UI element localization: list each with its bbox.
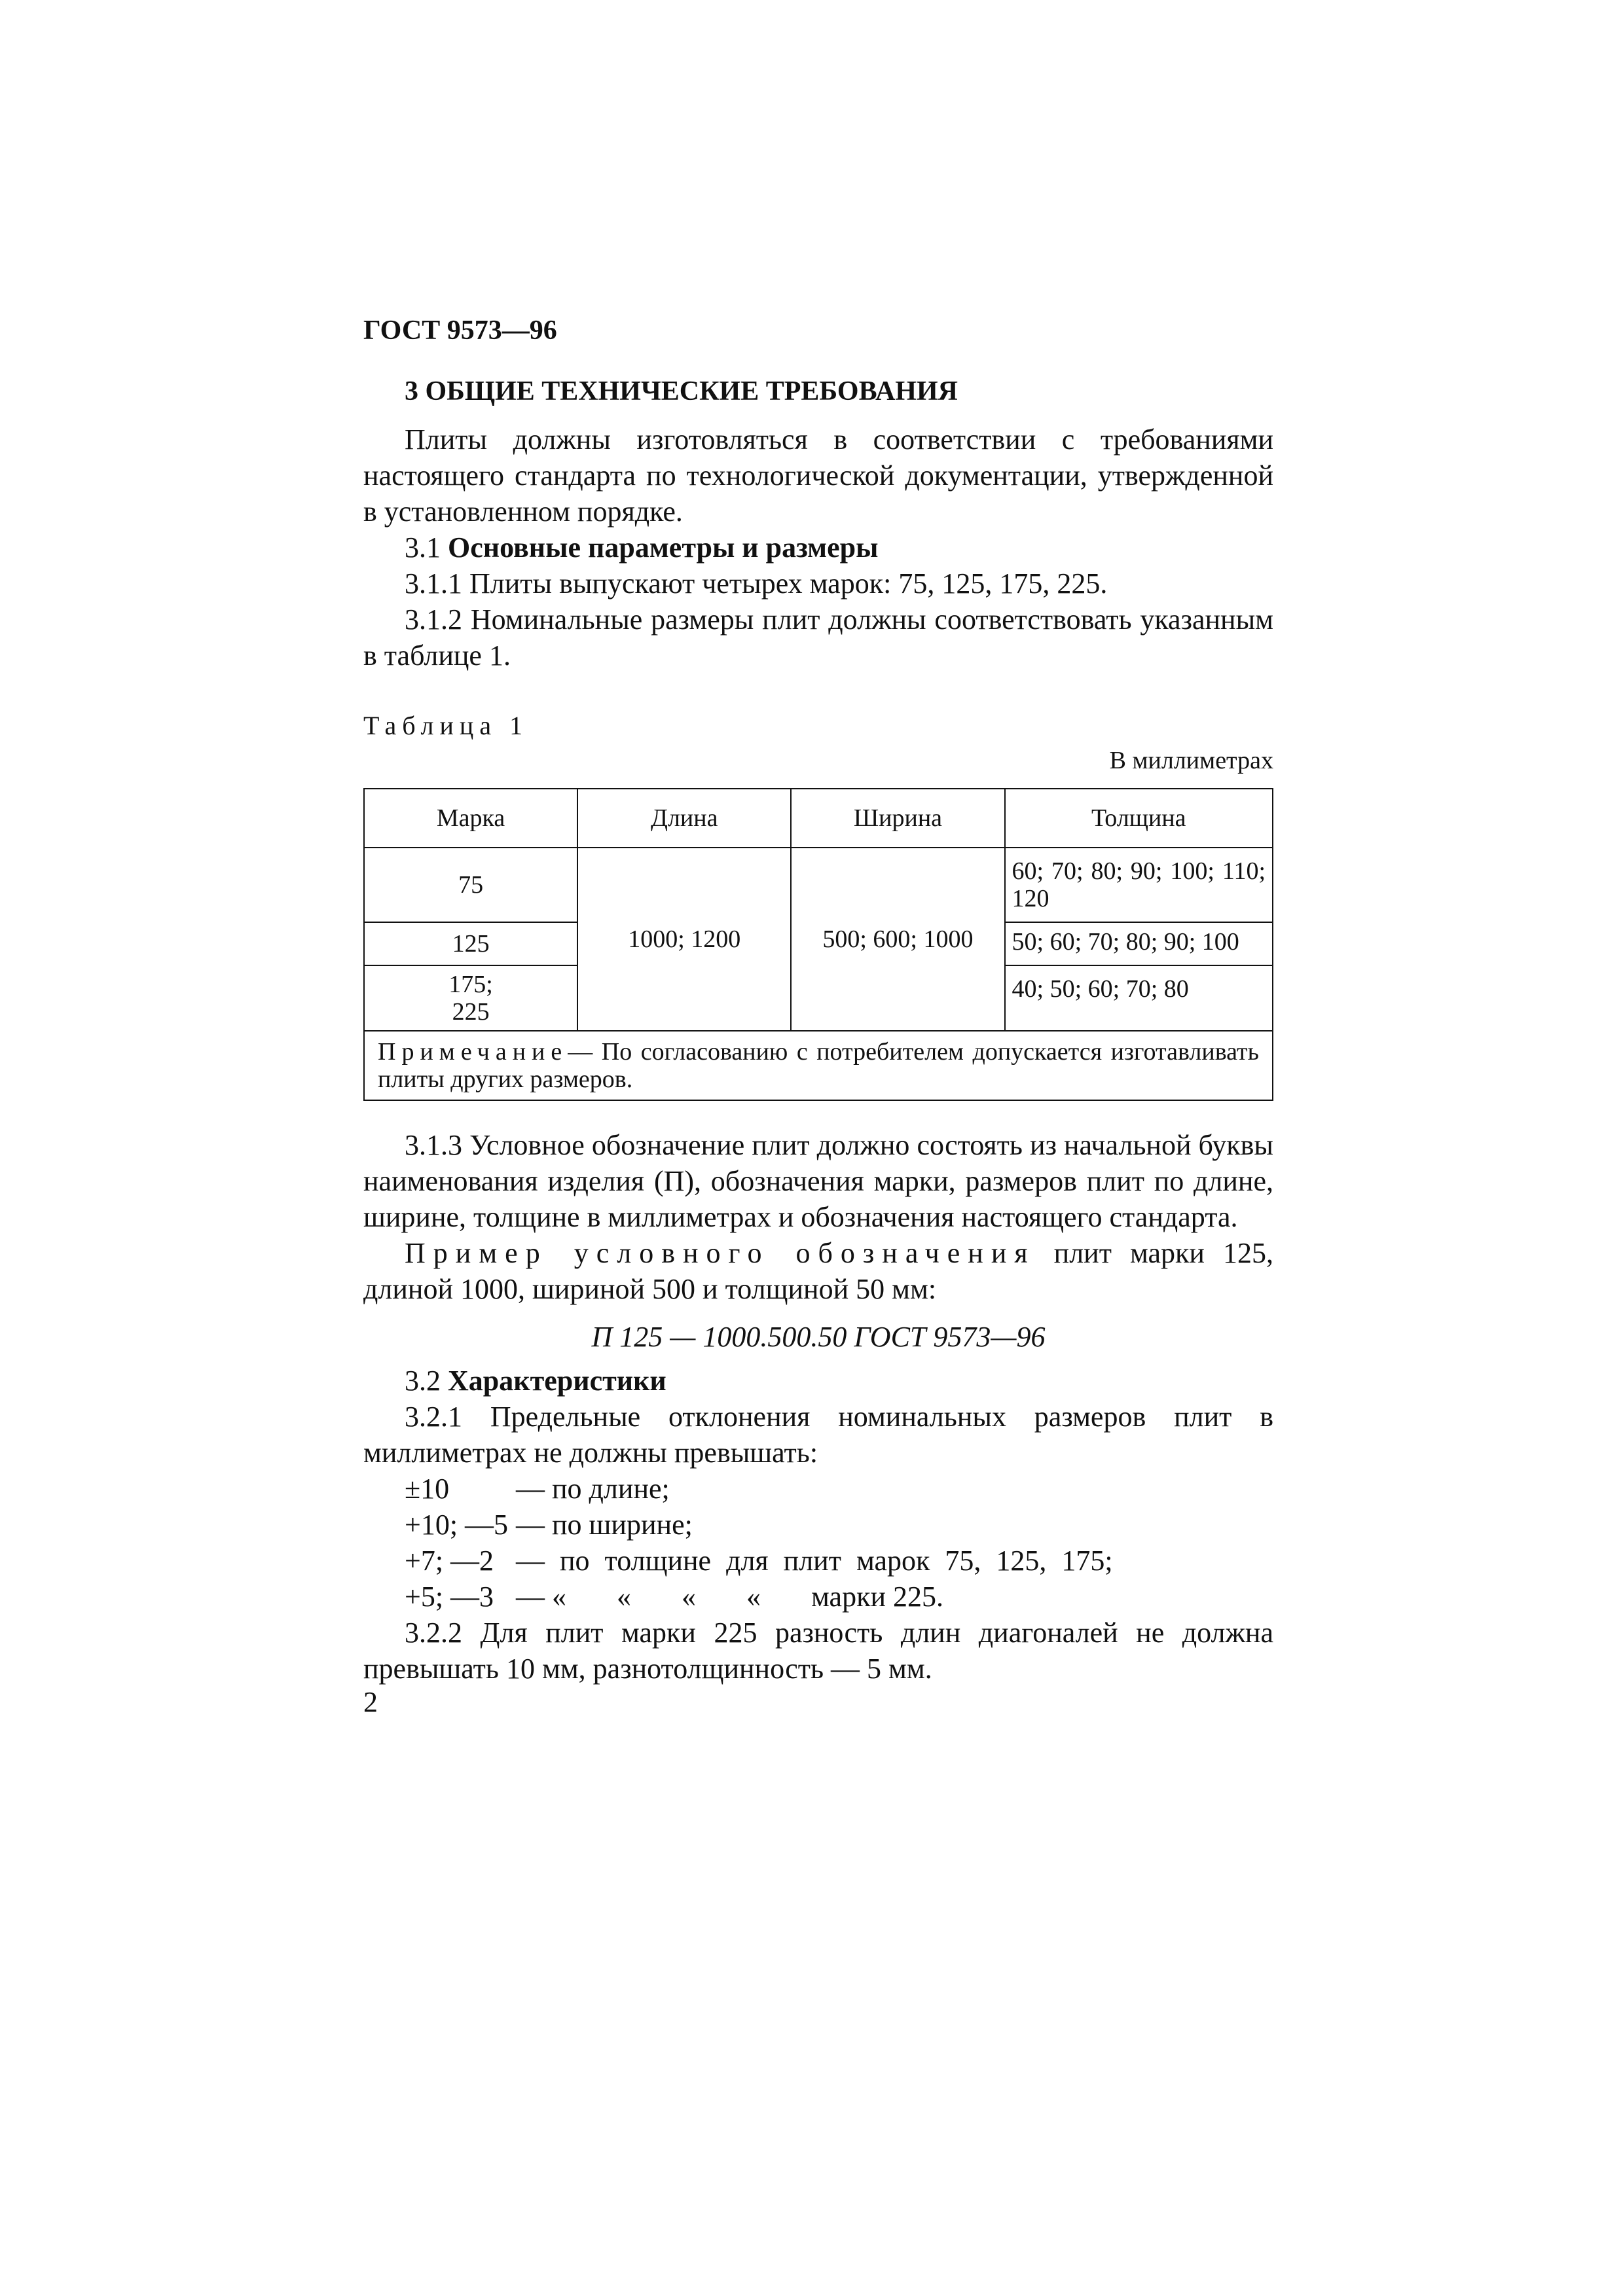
- cell-grade: 175; 225: [364, 965, 577, 1031]
- deviation-value: +10; —5: [405, 1509, 509, 1541]
- table-caption: Таблица 1: [363, 711, 529, 740]
- paragraph-3-2-2: 3.2.2 Для плит марки 225 разность длин диагоналей не должна превышать 10 мм, разнотолщинность — 5 мм.: [363, 1617, 1273, 1685]
- note-text: — По согласованию с потребителем допускается изготавливать плиты других размеров.: [378, 1038, 1259, 1093]
- header-width: Ширина: [791, 789, 1004, 848]
- subsection-number: 3.1: [405, 531, 441, 564]
- table-units: В миллиметрах: [1109, 747, 1273, 774]
- deviation-value: ±10: [405, 1473, 450, 1505]
- dimensions-table: [363, 788, 1273, 1101]
- document-code-header: ГОСТ 9573—96: [363, 315, 557, 346]
- deviation-row: [363, 1543, 1273, 1579]
- page-content: [363, 313, 1273, 1687]
- header-length: Длина: [577, 789, 791, 848]
- cell-width: 500; 600; 1000: [791, 848, 1004, 1031]
- section-3-intro-paragraph: Плиты должны изготовляться в соответствии с требованиями настоящего стандарта по технологической документации, утвержденной в установленном порядке.: [363, 423, 1273, 528]
- deviation-value: +7; —2: [405, 1545, 494, 1577]
- subsection-title: Основные параметры и размеры: [448, 531, 879, 564]
- example-paragraph: [363, 1235, 1273, 1307]
- cell-grade: 125: [364, 922, 577, 965]
- subsection-3-2-heading: [363, 1363, 1273, 1399]
- table-header-row: [364, 789, 1273, 848]
- example-text: плит марки 125, длиной 1000, шириной 500 и толщиной 50 мм:: [363, 1237, 1274, 1305]
- page-number: 2: [363, 1686, 378, 1718]
- deviation-row: [363, 1579, 1273, 1615]
- deviation-row: [363, 1471, 1273, 1507]
- paragraph-3-2-1: 3.2.1 Предельные отклонения номинальных размеров плит в миллиметрах не должны превышать:: [363, 1401, 1273, 1469]
- deviation-text: — « « « « марки 225.: [516, 1581, 943, 1613]
- deviation-text: — по длине;: [516, 1473, 670, 1505]
- subsection-number: 3.2: [405, 1365, 441, 1397]
- subsection-title: Характеристики: [448, 1365, 666, 1397]
- paragraph-3-1-1: 3.1.1 Плиты выпускают четырех марок: 75, 125, 175, 225.: [405, 567, 1108, 600]
- header-grade: Марка: [364, 789, 577, 848]
- cell-length: 1000; 1200: [577, 848, 791, 1031]
- note-label: Примечание: [378, 1038, 568, 1066]
- section-3-title: 3 ОБЩИЕ ТЕХНИЧЕСКИЕ ТРЕБОВАНИЯ: [405, 376, 958, 406]
- deviation-value: +5; —3: [405, 1581, 494, 1613]
- header-thickness: Толщина: [1005, 789, 1273, 848]
- subsection-3-1-heading: [363, 529, 1273, 565]
- deviation-row: [363, 1507, 1273, 1543]
- table-note-row: [364, 1031, 1273, 1100]
- table-row: [364, 848, 1273, 922]
- cell-thickness: 50; 60; 70; 80; 90; 100: [1005, 922, 1273, 965]
- paragraph-3-1-2: 3.1.2 Номинальные размеры плит должны соответствовать указанным в таблице 1.: [363, 603, 1273, 672]
- cell-thickness: 60; 70; 80; 90; 100; 110; 120: [1005, 848, 1273, 922]
- example-label: Пример условного обозначения: [405, 1237, 1036, 1269]
- deviation-text: — по ширине;: [516, 1509, 693, 1541]
- paragraph-3-1-3: 3.1.3 Условное обозначение плит должно состоять из начальной буквы наименования изделия (П), обозначения марки, размеров плит по длине, ширине, толщине в миллиметрах и обозначения настоящего стандарта.: [363, 1129, 1273, 1233]
- cell-grade: 75: [364, 848, 577, 922]
- cell-thickness: 40; 50; 60; 70; 80: [1005, 965, 1273, 1031]
- table-note: [364, 1031, 1273, 1100]
- designation-example: П 125 — 1000.500.50 ГОСТ 9573—96: [591, 1321, 1046, 1353]
- deviation-text: — по толщине для плит марок 75, 125, 175;: [516, 1545, 1113, 1577]
